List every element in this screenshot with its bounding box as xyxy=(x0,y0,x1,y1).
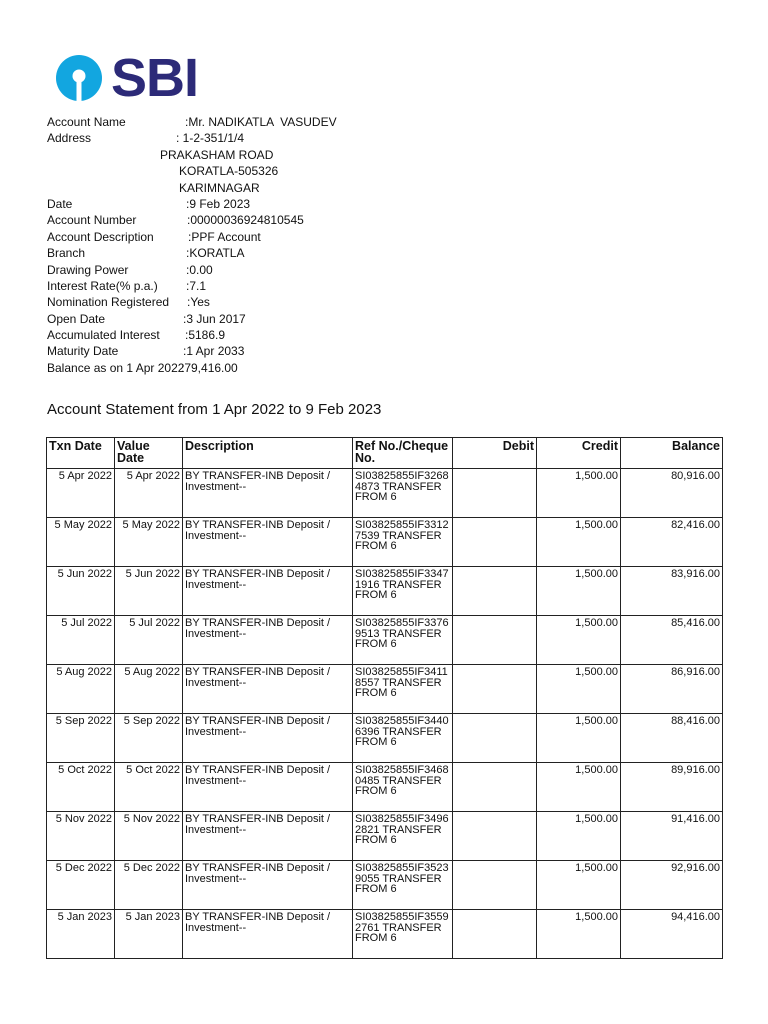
account-info-value: :00000036924810545 xyxy=(187,213,304,228)
value-date-cell: 5 Aug 2022 xyxy=(115,665,183,714)
debit-cell xyxy=(453,812,537,861)
account-info-value: :5186.9 xyxy=(185,328,226,343)
credit-cell: 1,500.00 xyxy=(537,518,621,567)
ref-no-cell: SI03825855IF33127539 TRANSFER FROM 6 xyxy=(353,518,453,567)
account-info-value: :Yes xyxy=(187,295,210,310)
balance-cell: 85,416.00 xyxy=(621,616,723,665)
value-date-cell: 5 May 2022 xyxy=(115,518,183,567)
account-info-value: :1 Apr 2033 xyxy=(183,344,245,359)
account-info-value: : 1-2-351/1/4 xyxy=(176,131,245,146)
account-info-value: :PPF Account xyxy=(188,229,261,244)
value-date-cell: 5 Dec 2022 xyxy=(115,861,183,910)
ref-no-cell: SI03825855IF34680485 TRANSFER FROM 6 xyxy=(353,763,453,812)
account-info-value: :9 Feb 2023 xyxy=(186,196,251,211)
value-date-cell: 5 Jan 2023 xyxy=(115,910,183,959)
ref-no-cell: SI03825855IF33769513 TRANSFER FROM 6 xyxy=(353,616,453,665)
value-date-cell: 5 Jul 2022 xyxy=(115,616,183,665)
balance-cell: 80,916.00 xyxy=(621,469,723,518)
txn-date-cell: 5 May 2022 xyxy=(47,518,115,567)
debit-cell xyxy=(453,763,537,812)
txn-date-cell: 5 Sep 2022 xyxy=(47,714,115,763)
debit-cell xyxy=(453,714,537,763)
header-credit: Credit xyxy=(537,438,621,469)
credit-cell: 1,500.00 xyxy=(537,910,621,959)
debit-cell xyxy=(453,861,537,910)
description-cell: BY TRANSFER-INB Deposit / Investment-- xyxy=(183,616,353,665)
debit-cell xyxy=(453,518,537,567)
credit-cell: 1,500.00 xyxy=(537,812,621,861)
ref-no-cell: SI03825855IF35239055 TRANSFER FROM 6 xyxy=(353,861,453,910)
header-txn-date: Txn Date xyxy=(47,438,115,469)
description-cell: BY TRANSFER-INB Deposit / Investment-- xyxy=(183,665,353,714)
txn-date-cell: 5 Oct 2022 xyxy=(47,763,115,812)
table-row xyxy=(47,763,723,812)
value-date-cell: 5 Oct 2022 xyxy=(115,763,183,812)
transactions-table xyxy=(46,437,723,959)
description-cell: BY TRANSFER-INB Deposit / Investment-- xyxy=(183,518,353,567)
balance-cell: 89,916.00 xyxy=(621,763,723,812)
ref-no-cell: SI03825855IF33471916 TRANSFER FROM 6 xyxy=(353,567,453,616)
table-row xyxy=(47,861,723,910)
txn-date-cell: 5 Dec 2022 xyxy=(47,861,115,910)
debit-cell xyxy=(453,665,537,714)
account-info-label: Account Number xyxy=(47,213,137,228)
description-cell: BY TRANSFER-INB Deposit / Investment-- xyxy=(183,763,353,812)
value-date-cell: 5 Nov 2022 xyxy=(115,812,183,861)
account-info-value: :79,416.00 xyxy=(181,360,238,375)
logo-text: SBI xyxy=(111,48,199,108)
sbi-keyhole-icon xyxy=(55,54,103,102)
account-info-label: Address xyxy=(47,131,92,146)
account-info-value: :3 Jun 2017 xyxy=(183,311,246,326)
account-info-label: Account Name xyxy=(47,115,126,129)
account-info-label: Nomination Registered xyxy=(47,295,170,310)
description-cell: BY TRANSFER-INB Deposit / Investment-- xyxy=(183,714,353,763)
table-row xyxy=(47,469,723,518)
header-description: Description xyxy=(183,438,353,469)
txn-date-cell: 5 Apr 2022 xyxy=(47,469,115,518)
table-row xyxy=(47,616,723,665)
txn-date-cell: 5 Jan 2023 xyxy=(47,910,115,959)
statement-title: Account Statement from 1 Apr 2022 to 9 Feb 2023 xyxy=(47,401,382,418)
account-info-label: Open Date xyxy=(47,311,106,326)
description-cell: BY TRANSFER-INB Deposit / Investment-- xyxy=(183,910,353,959)
debit-cell xyxy=(453,567,537,616)
account-info-value: :KORATLA xyxy=(186,246,245,261)
sbi-logo xyxy=(55,48,199,108)
account-info-label: Balance as on 1 Apr 2022 xyxy=(47,360,185,375)
ref-no-cell: SI03825855IF35592761 TRANSFER FROM 6 xyxy=(353,910,453,959)
txn-date-cell: 5 Nov 2022 xyxy=(47,812,115,861)
table-row xyxy=(47,812,723,861)
value-date-cell: 5 Jun 2022 xyxy=(115,567,183,616)
balance-cell: 88,416.00 xyxy=(621,714,723,763)
credit-cell: 1,500.00 xyxy=(537,763,621,812)
txn-date-cell: 5 Aug 2022 xyxy=(47,665,115,714)
header-debit: Debit xyxy=(453,438,537,469)
table-row xyxy=(47,714,723,763)
credit-cell: 1,500.00 xyxy=(537,714,621,763)
account-info-label: Drawing Power xyxy=(47,262,129,277)
account-info-value: :0.00 xyxy=(186,262,213,277)
table-row xyxy=(47,665,723,714)
credit-cell: 1,500.00 xyxy=(537,469,621,518)
account-info-label: Branch xyxy=(47,246,86,261)
balance-cell: 82,416.00 xyxy=(621,518,723,567)
header-balance: Balance xyxy=(621,438,723,469)
balance-cell: 83,916.00 xyxy=(621,567,723,616)
account-info-value: KORATLA-505326 xyxy=(179,164,279,179)
debit-cell xyxy=(453,616,537,665)
balance-cell: 94,416.00 xyxy=(621,910,723,959)
ref-no-cell: SI03825855IF34962821 TRANSFER FROM 6 xyxy=(353,812,453,861)
table-row xyxy=(47,910,723,959)
table-header-row xyxy=(47,438,723,469)
account-info-label: Interest Rate(% p.a.) xyxy=(47,278,158,293)
ref-no-cell: SI03825855IF34406396 TRANSFER FROM 6 xyxy=(353,714,453,763)
description-cell: BY TRANSFER-INB Deposit / Investment-- xyxy=(183,567,353,616)
account-info-label: Maturity Date xyxy=(47,344,119,359)
header-ref-no: Ref No./Cheque No. xyxy=(353,438,453,469)
ref-no-cell: SI03825855IF32684873 TRANSFER FROM 6 xyxy=(353,469,453,518)
debit-cell xyxy=(453,469,537,518)
credit-cell: 1,500.00 xyxy=(537,861,621,910)
account-info-value: KARIMNAGAR xyxy=(179,180,260,195)
account-info-value: PRAKASHAM ROAD xyxy=(160,147,274,162)
description-cell: BY TRANSFER-INB Deposit / Investment-- xyxy=(183,861,353,910)
credit-cell: 1,500.00 xyxy=(537,665,621,714)
table-row xyxy=(47,518,723,567)
account-info-label: Date xyxy=(47,196,73,211)
credit-cell: 1,500.00 xyxy=(537,616,621,665)
debit-cell xyxy=(453,910,537,959)
table-row xyxy=(47,567,723,616)
balance-cell: 92,916.00 xyxy=(621,861,723,910)
ref-no-cell: SI03825855IF34118557 TRANSFER FROM 6 xyxy=(353,665,453,714)
txn-date-cell: 5 Jun 2022 xyxy=(47,567,115,616)
value-date-cell: 5 Apr 2022 xyxy=(115,469,183,518)
description-cell: BY TRANSFER-INB Deposit / Investment-- xyxy=(183,812,353,861)
description-cell: BY TRANSFER-INB Deposit / Investment-- xyxy=(183,469,353,518)
account-info-value: :Mr. NADIKATLA VASUDEV xyxy=(185,115,337,129)
account-info-value: :7.1 xyxy=(186,278,207,293)
balance-cell: 91,416.00 xyxy=(621,812,723,861)
txn-date-cell: 5 Jul 2022 xyxy=(47,616,115,665)
balance-cell: 86,916.00 xyxy=(621,665,723,714)
value-date-cell: 5 Sep 2022 xyxy=(115,714,183,763)
credit-cell: 1,500.00 xyxy=(537,567,621,616)
account-info-label: Accumulated Interest xyxy=(47,328,160,343)
header-value-date: Value Date xyxy=(115,438,183,469)
account-info-label: Account Description xyxy=(47,229,154,244)
